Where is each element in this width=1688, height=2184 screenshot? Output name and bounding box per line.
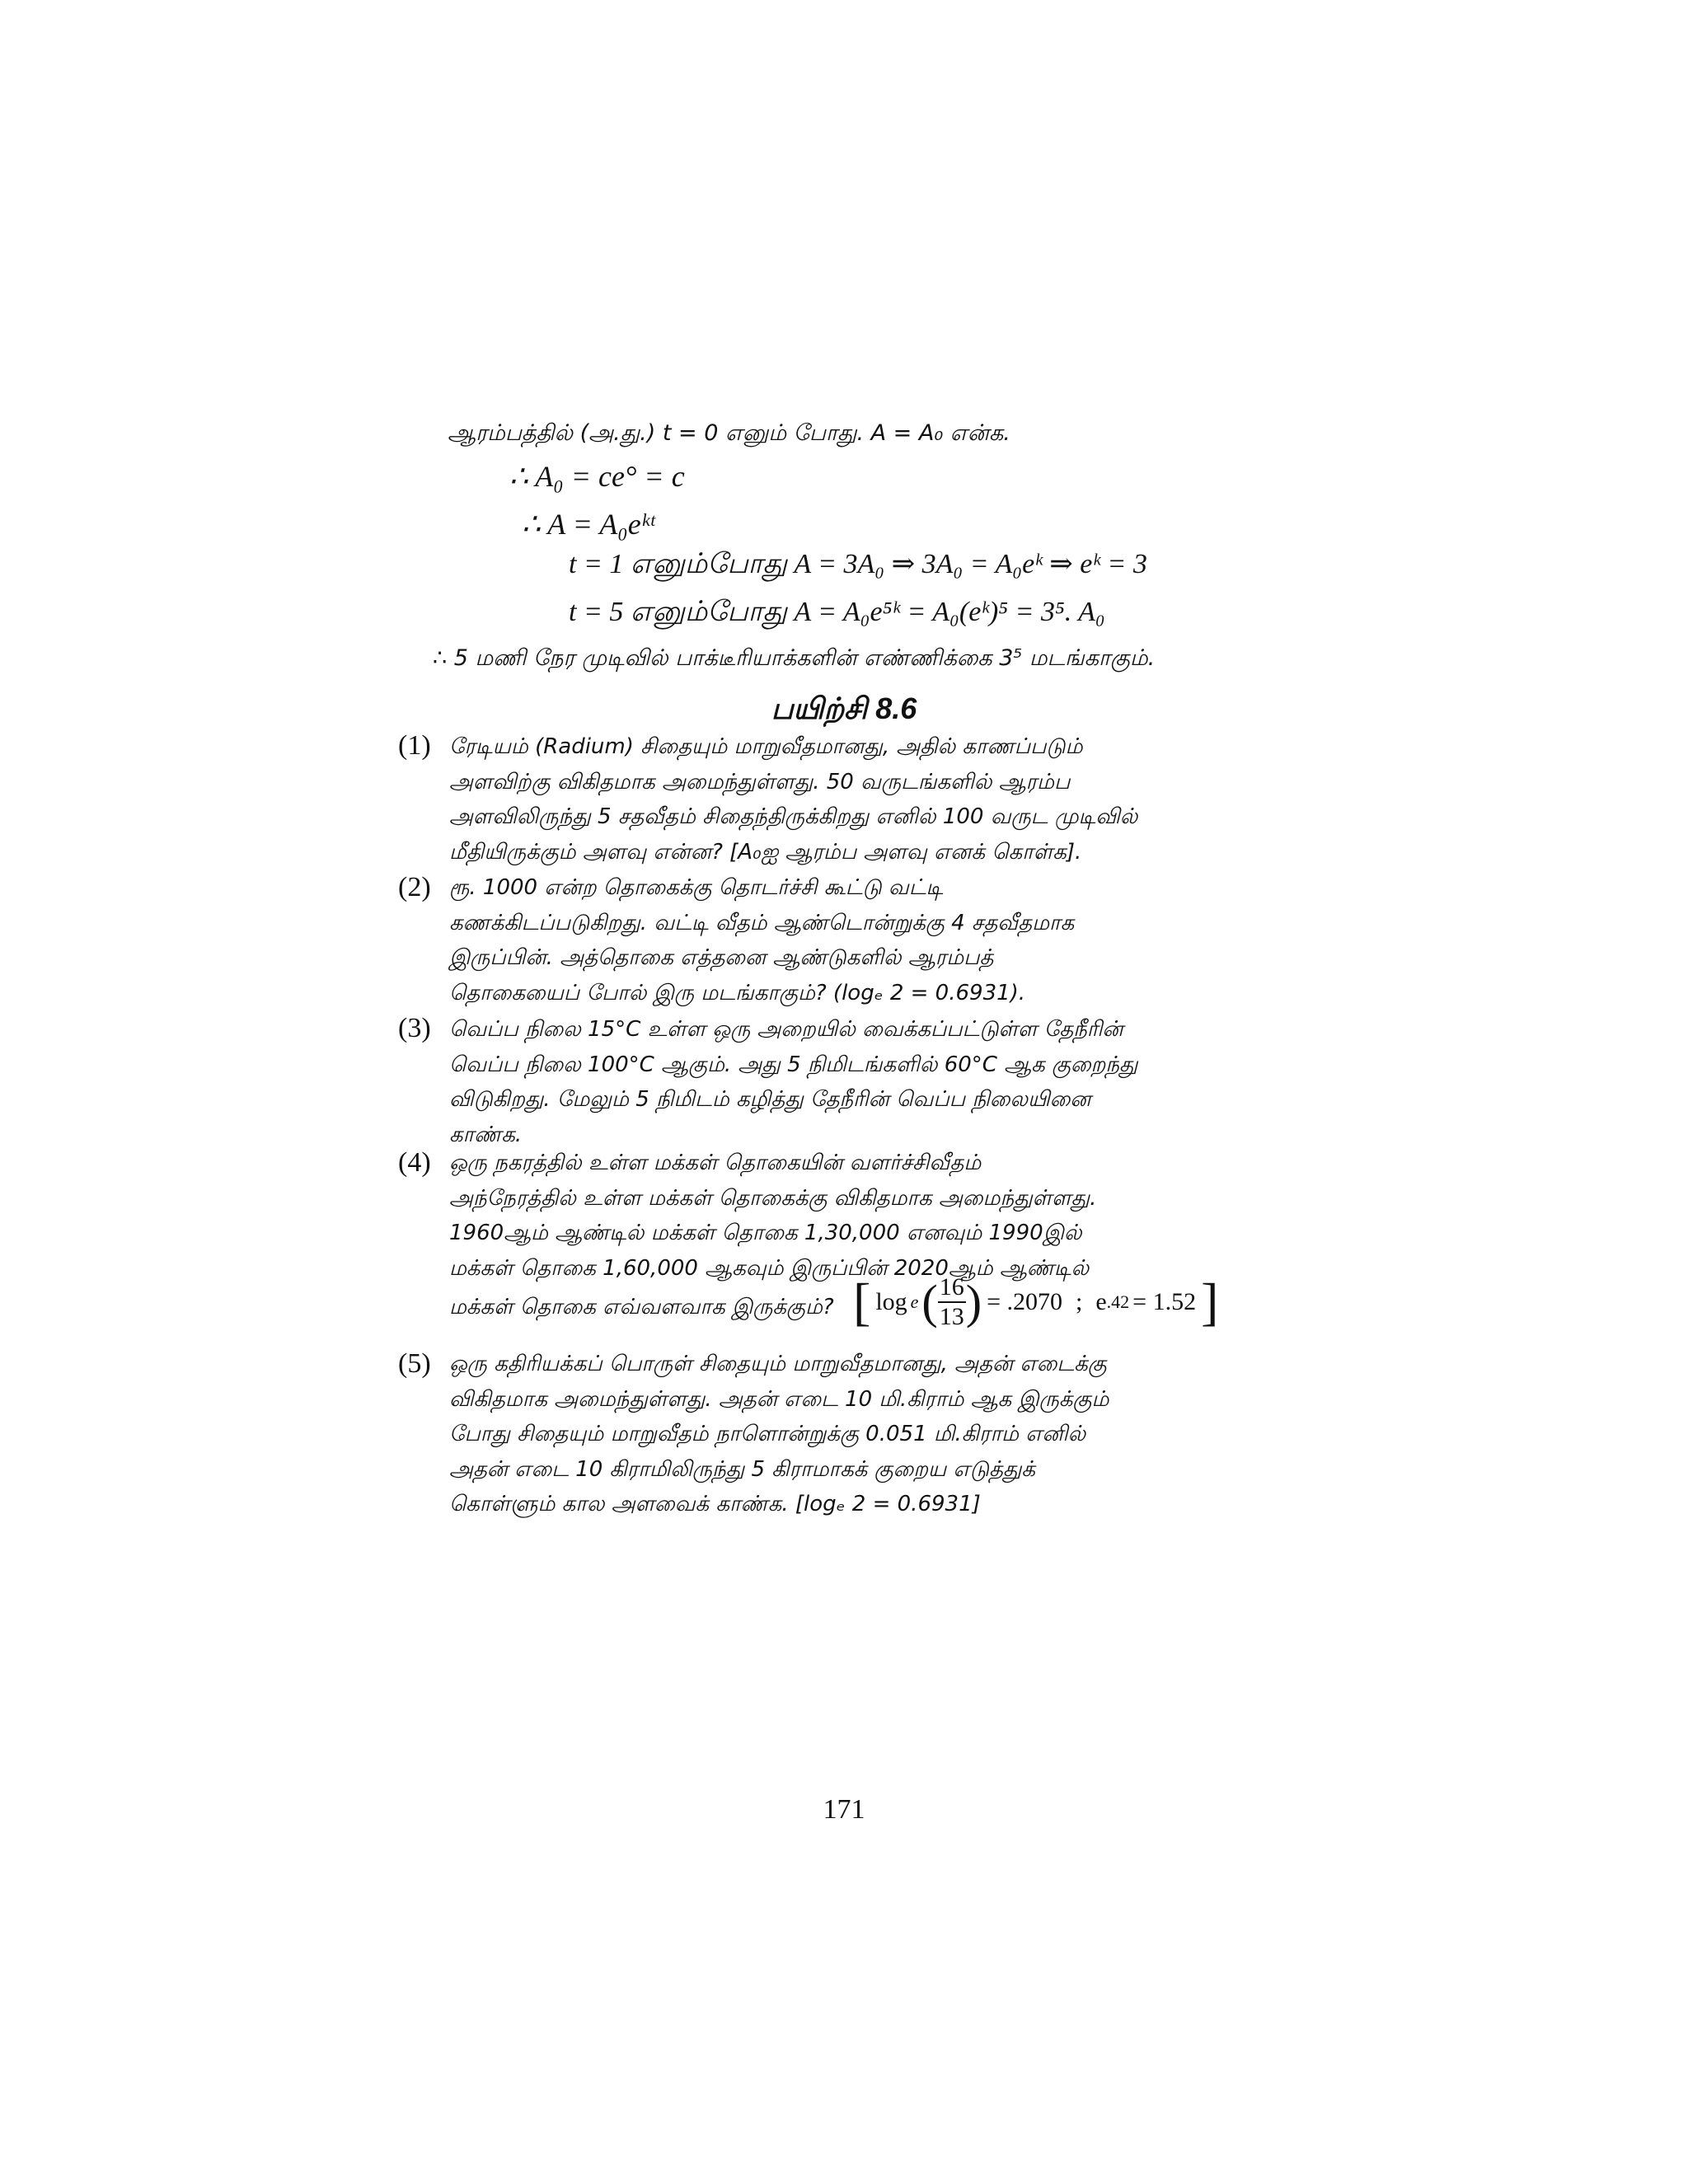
exercise-number-4: (4) [398, 1147, 431, 1178]
intro-line-3: ∴ A = A₀eᵏᵗ [522, 508, 654, 541]
intro-line-1: ஆரம்பத்தில் (அ.து.) t = 0 எனும் போது. A = A₀ என்க. [448, 420, 1010, 446]
intro-line-5: t = 5 எனும்போது A = A₀e⁵ᵏ = A₀(eᵏ)⁵ = 3⁵. A₀ [569, 597, 1105, 627]
exp-value: = 1.52 [1132, 1288, 1197, 1315]
exercise-1-line-3: அளவிலிருந்து 5 சதவீதம் சிதைந்திருக்கிறது எனில் 100 வருட முடிவில் [449, 804, 1138, 829]
intro-line-4: t = 1 எனும்போது A = 3A₀ ⇒ 3A₀ = A₀eᵏ ⇒ eᵏ = 3 [569, 549, 1147, 579]
exercise-number-3: (3) [398, 1013, 431, 1043]
exercise-3-line-3: விடுகிறது. மேலும் 5 நிமிடம் கழித்து தேநீரின் வெப்ப நிலையினை [449, 1087, 1091, 1112]
intro-conclusion: ∴ 5 மணி நேர முடிவில் பாக்டீரியாக்களின் எண்ணிக்கை 3⁵ மடங்காகும். [433, 645, 1156, 671]
exercise-item-2 [449, 870, 1302, 1010]
exercise-number-5: (5) [398, 1348, 431, 1379]
exercise-item-4 [449, 1146, 1302, 1286]
exercise-item-5 [449, 1347, 1302, 1522]
exercise-item-3 [449, 1012, 1302, 1152]
exercise-3-line-1: வெப்ப நிலை 15°C உள்ள ஒரு அறையில் வைக்கப்பட்டுள்ள தேநீரின் [449, 1017, 1123, 1042]
exercise-5-line-4: அதன் எடை 10 கிராமிலிருந்து 5 கிராமாகக் குறைய எடுத்துக் [449, 1456, 1036, 1482]
fraction-denominator: 13 [939, 1303, 964, 1330]
exercise-4-hint [853, 1269, 1218, 1335]
left-paren: ( [921, 1275, 938, 1329]
exercise-4-line-3: 1960ஆம் ஆண்டில் மக்கள் தொகை 1,30,000 எனவும் 1990இல் [449, 1221, 1082, 1245]
exercise-5-line-5: கொள்ளும் கால அளவைக் காண்க. [logₑ 2 = 0.6931] [449, 1492, 981, 1516]
exercise-3-line-4: காண்க. [449, 1122, 523, 1147]
log-label: log [875, 1288, 907, 1315]
exercise-title: பயிற்சி 8.6 [771, 691, 917, 725]
exercise-4-line-5: மக்கள் தொகை எவ்வளவாக இருக்கும்? [449, 1295, 834, 1319]
exercise-1-line-2: அளவிற்கு விகிதமாக அமைந்துள்ளது. 50 வருடங்களில் ஆரம்ப [449, 769, 1071, 794]
exercise-5-line-2: விகிதமாக அமைந்துள்ளது. அதன் எடை 10 மி.கிராம் ஆக இருக்கும் [449, 1386, 1109, 1412]
intro-line-2: ∴ A₀ = ce° = c [509, 460, 685, 493]
exercise-2-line-4: தொகையைப் போல் இரு மடங்காகும்? (logₑ 2 = 0.6931). [449, 980, 1026, 1005]
log-base: e [910, 1291, 919, 1312]
exp-power: .42 [1106, 1291, 1130, 1312]
exercise-2-line-3: இருப்பின். அத்தொகை எத்தனை ஆண்டுகளில் ஆரம்பத் [449, 945, 994, 970]
exercise-5-line-3: போது சிதையும் மாறுவீதம் நாளொன்றுக்கு 0.051 மி.கிராம் எனில் [449, 1422, 1086, 1446]
fraction-numerator: 16 [938, 1275, 966, 1303]
page-number: 171 [823, 1794, 865, 1825]
log-value: = .2070 [987, 1288, 1062, 1315]
fraction [938, 1275, 966, 1329]
exercise-3-line-2: வெப்ப நிலை 100°C ஆகும். அது 5 நிமிடங்களில் 60°C ஆக குறைந்து [449, 1052, 1138, 1077]
exercise-5-line-1: ஒரு கதிரியக்கப் பொருள் சிதையும் மாறுவீதமானது, அதன் எடைக்கு [449, 1352, 1107, 1376]
exercise-4-line-4: மக்கள் தொகை 1,60,000 ஆகவும் இருப்பின் 2020ஆம் ஆண்டில் [449, 1255, 1090, 1281]
exercise-1-line-1: ரேடியம் (Radium) சிதையும் மாறுவீதமானது, அதில் காணப்படும் [449, 734, 1083, 759]
exercise-number-2: (2) [398, 872, 431, 902]
exercise-4-line-1: ஒரு நகரத்தில் உள்ள மக்கள் தொகையின் வளர்ச்சிவீதம் [449, 1151, 982, 1175]
right-paren: ) [965, 1275, 982, 1329]
left-bracket: [ [853, 1272, 871, 1331]
separator: ; [1076, 1288, 1083, 1315]
exercise-4-line-2: அந்நேரத்தில் உள்ள மக்கள் தொகைக்கு விகிதமாக அமைந்துள்ளது. [449, 1185, 1097, 1211]
exercise-2-line-2: கணக்கிடப்படுகிறது. வட்டி வீதம் ஆண்டொன்றுக்கு 4 சதவீதமாக [449, 910, 1075, 935]
exp-base: e [1095, 1288, 1107, 1315]
exercise-2-line-1: ரூ. 1000 என்ற தொகைக்கு தொடர்ச்சி கூட்டு வட்டி [449, 875, 944, 900]
right-bracket: ] [1201, 1272, 1219, 1331]
exercise-1-line-4: மீதியிருக்கும் அளவு என்ன? [A₀ஐ ஆரம்ப அளவு எனக் கொள்க]. [449, 839, 1082, 865]
exercise-number-1: (1) [398, 730, 431, 761]
exercise-item-1 [449, 729, 1302, 869]
